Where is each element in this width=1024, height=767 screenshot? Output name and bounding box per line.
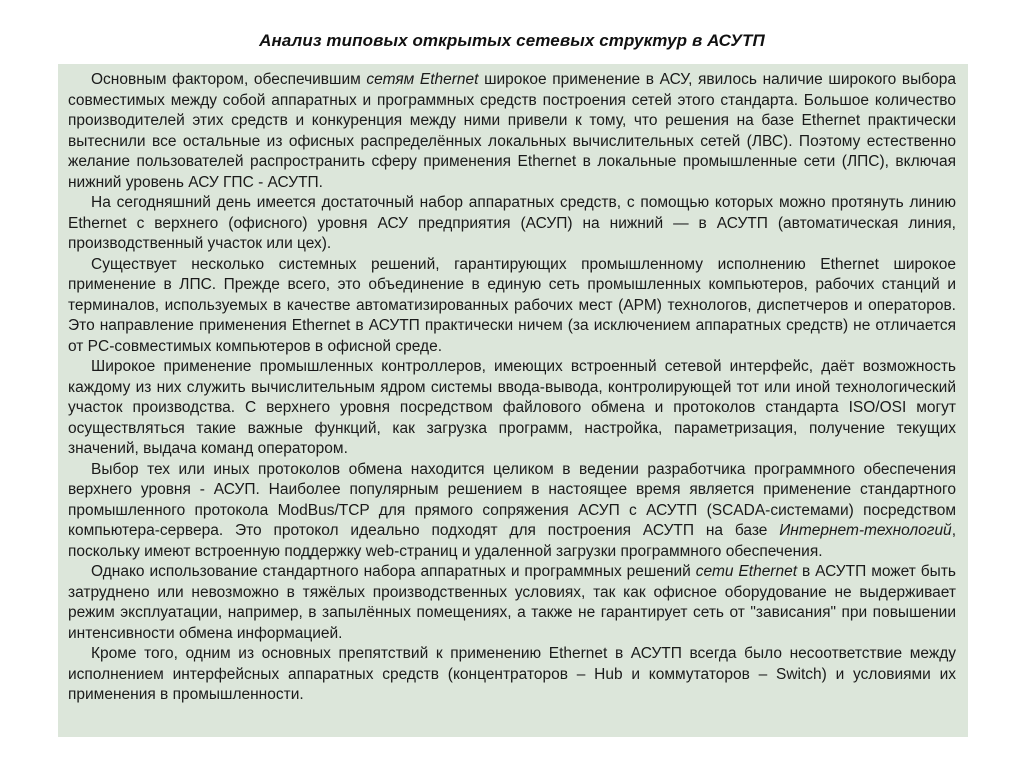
content-panel — [58, 64, 968, 737]
paragraph-text: Основным фактором, обеспечившим — [91, 71, 367, 88]
paragraph-text: На сегодняшний день имеется достаточный набор аппаратных средств, с помощью которых можно протянуть линию Ethernet с верхнего (офисного) уровня АСУ предприятия (АСУП) на нижний — в АСУТП (автоматическая линия, производственный участок или цех). — [68, 194, 956, 252]
paragraph-text: Выбор тех или иных протоколов обмена находится целиком в ведении разработчика программного обеспечения верхнего уровня - АСУП. Наиболее популярным решением в настоящее время является применение стандартного промышленного протокола ModBus/TCP для прямого сопряжения АСУП с АСУТП (SCADA-системами) посредством компьютера-сервера. Это протокол идеально подходят для построения АСУТП на базе — [68, 460, 956, 539]
paragraph-ethernet-overview — [68, 70, 956, 193]
paragraph-text-italic: сети Ethernet — [695, 563, 798, 580]
paragraph-system-solutions — [68, 255, 956, 358]
paragraph-protocols — [68, 460, 956, 563]
paragraph-text: Широкое применение промышленных контроллеров, имеющих встроенный сетевой интерфейс, даёт возможность каждому из них служить вычислительным ядром системы ввода-вывода, контролирующей тот или иной технологический участок производства. С верхнего уровня посредством файлового обмена и протоколов стандарта ISO/OSI могут осуществляться такие важные функций, как загрузка программ, настройка, параметризация, получение текущих значений, выдача команд оператором. — [68, 358, 956, 457]
paragraph-text-italic: сетям Ethernet — [366, 71, 479, 88]
paragraph-obstacles — [68, 644, 956, 706]
paragraph-text-italic: Интернет-технологий — [779, 522, 952, 539]
paragraph-text: Существует несколько системных решений, гарантирующих промышленному исполнению Ethernet широкое применение в ЛПС. Прежде всего, это объединение в единую сеть промышленных компьютеров, рабочих станций и терминалов, используемых в качестве автоматизированных рабочих мест (АРМ) технологов, диспетчеров и операторов. Это направление применения Ethernet в АСУТП практически ничем (за исключением аппаратных средств) не отличается от PC-совместимых компьютеров в офисной среде. — [68, 255, 956, 355]
paragraph-text: Однако использование стандартного набора аппаратных и программных решений — [91, 563, 696, 580]
slide-title: Анализ типовых открытых сетевых структур в АСУТП — [259, 31, 765, 50]
paragraph-limitations — [68, 562, 956, 644]
paragraph-hardware-means — [68, 193, 956, 255]
paragraph-text: , поскольку имеют встроенную поддержку web-страниц и удаленной загрузки программного обеспечения. — [68, 522, 956, 560]
paragraph-text: широкое применение в АСУ, явилось наличие широкого выбора совместимых между собой аппаратных и программных средств построения сетей этого стандарта. Большое количество производителей этих средств и конкуренция между ними привели к тому, что решения на базе Ethernet практически вытеснили все остальные из офисных распределённых локальных вычислительных сетей (ЛВС). Поэтому естественно желание пользователей распространить сферу применения Ethernet в локальные промышленные сети (ЛПС), включая нижний уровень АСУ ГПС - АСУТП. — [68, 71, 956, 191]
paragraph-controllers — [68, 357, 956, 460]
paragraph-text: Кроме того, одним из основных препятствий к применению Ethernet в АСУТП всегда было несоответствие между исполнением интерфейсных аппаратных средств (концентраторов – Hub и коммутаторов – Switch) и условиями их применения в промышленности. — [68, 645, 956, 703]
paragraph-text: в АСУТП может быть затруднено или невозможно в тяжёлых производственных условиях, так как офисное оборудование не выдерживает режим эксплуатации, например, в запылённых помещениях, а также не гарантирует сеть от "зависания" при повышении интенсивности обмена информацией. — [68, 563, 956, 642]
